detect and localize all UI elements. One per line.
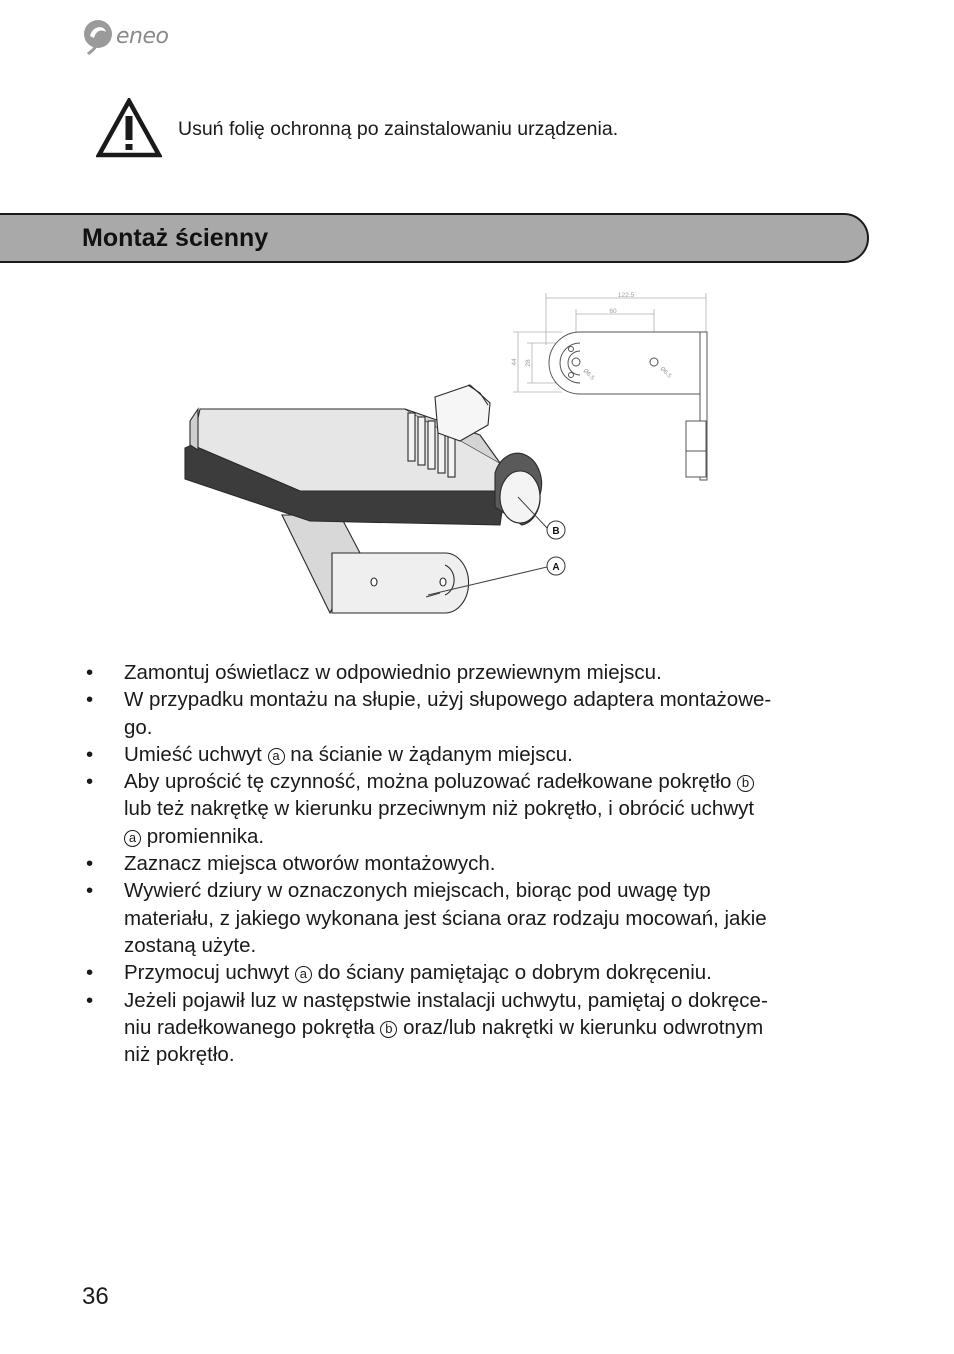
list-item-text: do ściany pamiętając o dobrym dokręceniu.	[311, 961, 712, 985]
instruction-list	[84, 659, 870, 1068]
warning-text: Usuń folię ochronną po zainstalowaniu urządzenia.	[178, 118, 619, 140]
dim-122-5: 122.5	[617, 292, 635, 299]
bullet-marker: •	[86, 879, 94, 903]
circled-letter-a: a	[268, 748, 285, 765]
eneo-logo	[80, 18, 190, 58]
circled-letter-a: a	[124, 830, 141, 847]
list-item	[84, 659, 870, 686]
list-item-text: Jeżeli pojawił luz w następstwie instalacji uchwytu, pamiętaj o dokręce- niu radełkowanego pokrętła	[124, 988, 768, 1039]
callout-a-label: A	[552, 562, 560, 573]
list-item-text: lub też nakrętkę w kierunku przeciwnym niż pokrętło, i obrócić uchwyt	[124, 797, 755, 821]
callout-b	[547, 521, 565, 539]
circled-letter-a: a	[295, 966, 312, 983]
list-item	[84, 959, 870, 986]
list-item-text: Umieść uchwyt	[124, 742, 268, 766]
list-item-text: Zaznacz miejsca otworów montażowych.	[124, 852, 496, 876]
warning-triangle-icon	[96, 98, 162, 158]
dim-28: 28	[525, 359, 532, 367]
dim-hole-b: Ø6.5	[658, 366, 673, 380]
list-item-text: na ścianie w żądanym miejscu.	[284, 742, 573, 766]
list-item	[84, 877, 870, 959]
illuminator-body	[185, 385, 542, 613]
list-item-text: Wywierć dziury w oznaczonych miejscach, biorąc pod uwagę typ materiału, z jakiego wykonana jest ściana oraz rodzaju mocowań, jakie zostaną użyte.	[124, 879, 767, 957]
eneo-logo-mark-icon	[80, 18, 116, 56]
list-item-text: promiennika.	[141, 824, 265, 848]
list-item	[84, 768, 870, 850]
list-item-text: W przypadku montażu na słupie, użyj słupowego adaptera montażowe- go.	[124, 688, 772, 739]
list-item-text: Aby uprościć tę czynność, można poluzować radełkowane pokrętło	[124, 770, 738, 794]
list-item	[84, 741, 870, 768]
circled-letter-b: b	[380, 1021, 397, 1038]
callout-a	[547, 557, 565, 575]
bullet-marker: •	[86, 852, 94, 876]
bullet-marker: •	[86, 742, 94, 766]
bracket-top-view	[549, 332, 707, 480]
list-item	[84, 987, 870, 1069]
list-item	[84, 686, 870, 741]
dim-60: 60	[609, 308, 617, 315]
list-item-text: oraz/lub nakrętki w kierunku odwrotnym niż pokrętło.	[124, 1015, 764, 1067]
list-item-text: Zamontuj oświetlacz w odpowiednio przewiewnym miejscu.	[124, 661, 662, 684]
list-item-text: Przymocuj uchwyt	[124, 961, 295, 985]
eneo-logo-text: eneo	[116, 24, 169, 49]
dim-44: 44	[511, 358, 518, 366]
bullet-marker: •	[86, 961, 94, 985]
bullet-marker: •	[86, 661, 94, 684]
wall-mount-diagram	[170, 285, 730, 625]
dim-hole-a: Ø6.5	[581, 368, 596, 382]
bullet-marker: •	[86, 770, 94, 794]
list-item	[84, 850, 870, 877]
circled-letter-b: b	[737, 775, 754, 792]
section-title: Montaż ścienny	[82, 224, 269, 252]
bullet-marker: •	[86, 988, 94, 1012]
page-number: 36	[82, 1283, 109, 1310]
bullet-marker: •	[86, 688, 94, 712]
callout-b-label: B	[552, 526, 560, 537]
